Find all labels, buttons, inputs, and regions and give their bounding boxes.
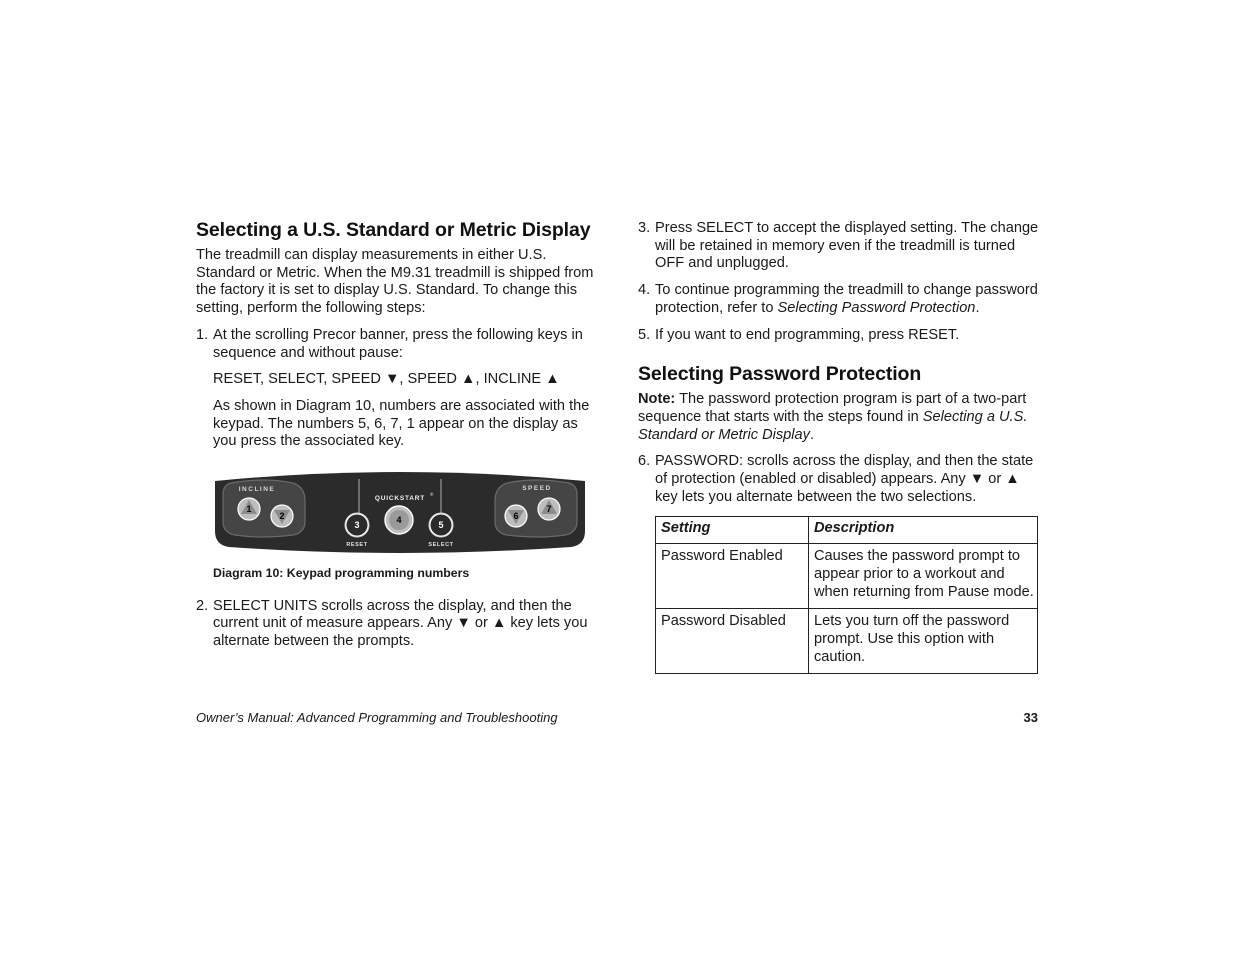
step-number: 1. xyxy=(196,326,209,343)
step-number: 2. xyxy=(196,597,209,614)
step-3 xyxy=(638,220,1040,273)
key-speed-up[interactable] xyxy=(538,498,560,520)
key-sequence: RESET, SELECT, SPEED ▼, SPEED ▲, INCLINE ▲ xyxy=(213,371,560,388)
key-number-5: 5 xyxy=(438,520,444,531)
step-1 xyxy=(196,327,598,362)
page-number: 33 xyxy=(1023,710,1038,725)
key-number-4: 4 xyxy=(396,515,402,526)
step-number: 4. xyxy=(638,282,651,299)
right-column xyxy=(638,218,1040,674)
key-number-2: 2 xyxy=(279,511,285,522)
password-note xyxy=(638,391,1040,444)
table-cell-description: Causes the password prompt to appear prior to a workout and when returning from Pause mode. xyxy=(809,544,1038,609)
key-number-6: 6 xyxy=(513,511,519,522)
key-quickstart[interactable] xyxy=(385,506,413,534)
keypad-note: As shown in Diagram 10, numbers are associated with the keypad. The numbers 5, 6, 7, 1 appear on the display as you press the associated key. xyxy=(213,397,590,450)
column-header-description: Description xyxy=(809,517,1038,544)
step-text: If you want to end programming, press RESET. xyxy=(655,326,960,343)
note-label: Note: xyxy=(638,391,676,408)
step-number: 6. xyxy=(638,453,651,470)
step-6 xyxy=(638,453,1040,506)
step-text: To continue programming the treadmill to change password protection, refer to xyxy=(655,282,1038,316)
key-incline-up[interactable] xyxy=(238,498,260,520)
reset-label: RESET xyxy=(346,542,368,549)
footer-title: Owner’s Manual: Advanced Programming and Troubleshooting xyxy=(196,710,558,725)
key-reset[interactable] xyxy=(345,513,369,537)
speed-label: SPEED xyxy=(522,485,552,493)
key-incline-down[interactable] xyxy=(271,505,293,527)
table-cell-setting: Password Disabled xyxy=(656,609,809,674)
intro-paragraph: The treadmill can display measurements in either U.S. Standard or Metric. When the M9.31 treadmill is shipped from the factory it is set to display U.S. Standard. To change this setting, perform the following steps: xyxy=(196,247,594,317)
step-number: 3. xyxy=(638,220,651,236)
step-text: PASSWORD: scrolls across the display, and then the state of protection (enabled or disabled) appears. Any ▼ or ▲ key lets you alternate between the two selections. xyxy=(655,453,1034,505)
table-row xyxy=(656,609,1038,674)
table-cell-description: Lets you turn off the password prompt. Use this option with caution. xyxy=(809,609,1038,674)
cross-reference: Selecting Password Protection xyxy=(777,299,976,316)
table-header-row xyxy=(656,517,1038,544)
step-text: SELECT UNITS scrolls across the display, and then the current unit of measure appears. Any ▼ or ▲ key lets you alternate between the prompts. xyxy=(213,597,588,650)
left-column xyxy=(196,218,598,660)
incline-label: INCLINE xyxy=(238,486,276,494)
note-text-end: . xyxy=(809,426,815,443)
section-heading-password: Selecting Password Protection xyxy=(638,363,922,386)
password-settings-table xyxy=(655,516,1038,674)
cross-reference: Selecting a U.S. Standard or Metric Display xyxy=(638,408,1028,443)
table-row xyxy=(656,544,1038,609)
note-text: The password protection program is part of a two-part sequence that starts with the steps found in xyxy=(638,391,1027,425)
keypad-diagram xyxy=(213,469,587,553)
step-text: Press SELECT to accept the displayed setting. The change will be retained in memory even if the treadmill is turned OFF and unplugged. xyxy=(655,220,1039,272)
key-number-1: 1 xyxy=(246,504,252,515)
step-4 xyxy=(638,282,1040,317)
quickstart-label: QUICKSTART xyxy=(374,495,426,503)
step-text-end: . xyxy=(975,299,980,316)
quickstart-mark: ® xyxy=(430,492,434,498)
step-2 xyxy=(196,598,598,651)
table-cell-setting: Password Enabled xyxy=(656,544,809,609)
key-speed-down[interactable] xyxy=(505,505,527,527)
select-label: SELECT xyxy=(428,542,454,549)
step-5 xyxy=(638,327,1040,345)
column-header-setting: Setting xyxy=(656,517,809,544)
key-select[interactable] xyxy=(429,513,453,537)
step-number: 5. xyxy=(638,326,651,343)
section-heading-display: Selecting a U.S. Standard or Metric Display xyxy=(196,219,591,241)
key-number-7: 7 xyxy=(546,504,552,515)
step-text: At the scrolling Precor banner, press the following keys in sequence and without pause: xyxy=(213,326,583,361)
diagram-caption: Diagram 10: Keypad programming numbers xyxy=(213,566,470,581)
key-number-3: 3 xyxy=(354,520,360,531)
